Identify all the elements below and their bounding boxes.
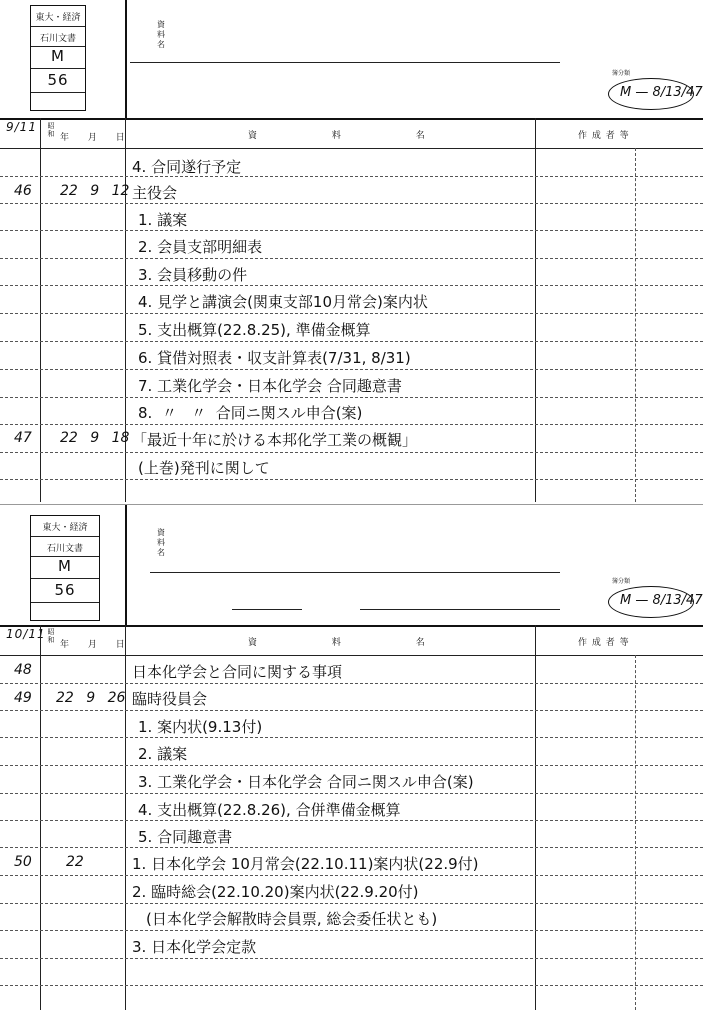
header-author-1: 作 成 者 等 <box>578 131 630 141</box>
header-date-1: 年 月 日 <box>60 133 126 143</box>
header-no-1: 9/11 <box>6 120 37 134</box>
entry-date: 22 <box>66 854 84 870</box>
stamp-code-2: 56 <box>47 71 69 89</box>
stamp-code-1: M <box>58 557 72 575</box>
entry-text: 5. 支出概算(22.8.25), 準備金概算 <box>138 321 371 339</box>
stamp-line-2: 石川文書 <box>39 34 76 44</box>
entry-text: 2. 臨時総会(22.10.20)案内状(22.9.20付) <box>132 883 419 901</box>
header-era-2: 昭 和 <box>47 628 55 644</box>
entry-text: (日本化学会解散時会員票, 総会委任状とも) <box>146 910 438 928</box>
entry-no: 49 <box>14 690 32 706</box>
entry-text: 4. 合同遂行予定 <box>132 158 242 176</box>
entry-no: 47 <box>14 430 32 446</box>
header-author-2: 作 成 者 等 <box>578 638 630 648</box>
archive-stamp <box>30 5 86 111</box>
entry-text: 1. 日本化学会 10月常会(22.10.11)案内状(22.9付) <box>132 855 479 873</box>
class-code-1: M — 8/13/47 <box>620 85 703 100</box>
entry-text: 1. 案内状(9.13付) <box>138 718 263 736</box>
entry-date: 22 9 26 <box>56 690 126 706</box>
stamp-line-1: 東大・経済 <box>42 523 88 533</box>
header-no-2: 10/11 <box>6 627 46 641</box>
entry-text: 臨時役員会 <box>132 690 208 708</box>
entry-text: 5. 合同趣意書 <box>138 828 233 846</box>
archive-stamp <box>30 515 100 621</box>
entry-text: 「最近十年に於ける本邦化学工業の概観」 <box>132 431 418 449</box>
class-label-1: 簿分類 <box>612 70 631 77</box>
stamp-code-1: M <box>51 47 65 65</box>
doc-name-label-1: 資 料 名 <box>157 20 165 49</box>
header-date-2: 年 月 日 <box>60 640 126 650</box>
entry-text: (上巻)発刊に関して <box>138 459 270 477</box>
entry-text: 2. 議案 <box>138 745 188 763</box>
entry-text: 2. 会員支部明細表 <box>138 238 263 256</box>
entry-text: 主役会 <box>132 184 178 202</box>
entry-text: 8. 〃 〃 合同ニ関スル申合(案) <box>138 404 363 422</box>
class-code-2: M — 8/13/47 <box>620 593 703 608</box>
entry-no: 50 <box>14 854 32 870</box>
stamp-line-2: 石川文書 <box>46 544 83 554</box>
entry-text: 3. 会員移動の件 <box>138 266 248 284</box>
entry-date: 22 9 18 <box>60 430 130 446</box>
entry-text: 1. 議案 <box>138 211 188 229</box>
class-label-2: 簿分類 <box>612 578 631 585</box>
entry-text: 7. 工業化学会・日本化学会 合同趣意書 <box>138 377 402 395</box>
entry-text: 6. 貸借対照表・収支計算表(7/31, 8/31) <box>138 349 411 367</box>
entry-no: 46 <box>14 183 32 199</box>
header-era-1: 昭 和 <box>47 122 55 138</box>
entry-text: 3. 日本化学会定款 <box>132 938 257 956</box>
entry-text: 4. 支出概算(22.8.26), 合併準備金概算 <box>138 801 401 819</box>
doc-name-label-2: 資 料 名 <box>157 528 165 557</box>
entry-date: 22 9 12 <box>60 183 130 199</box>
header-title-2: 資 料 名 <box>248 638 426 648</box>
stamp-code-2: 56 <box>54 581 76 599</box>
entry-no: 48 <box>14 662 32 678</box>
entry-text: 4. 見学と講演会(関東支部10月常会)案内状 <box>138 293 428 311</box>
entry-text: 3. 工業化学会・日本化学会 合同ニ関スル申合(案) <box>138 773 474 791</box>
entry-text: 日本化学会と合同に関する事項 <box>132 663 343 681</box>
header-title-1: 資 料 名 <box>248 131 426 141</box>
stamp-line-1: 東大・経済 <box>35 13 81 23</box>
